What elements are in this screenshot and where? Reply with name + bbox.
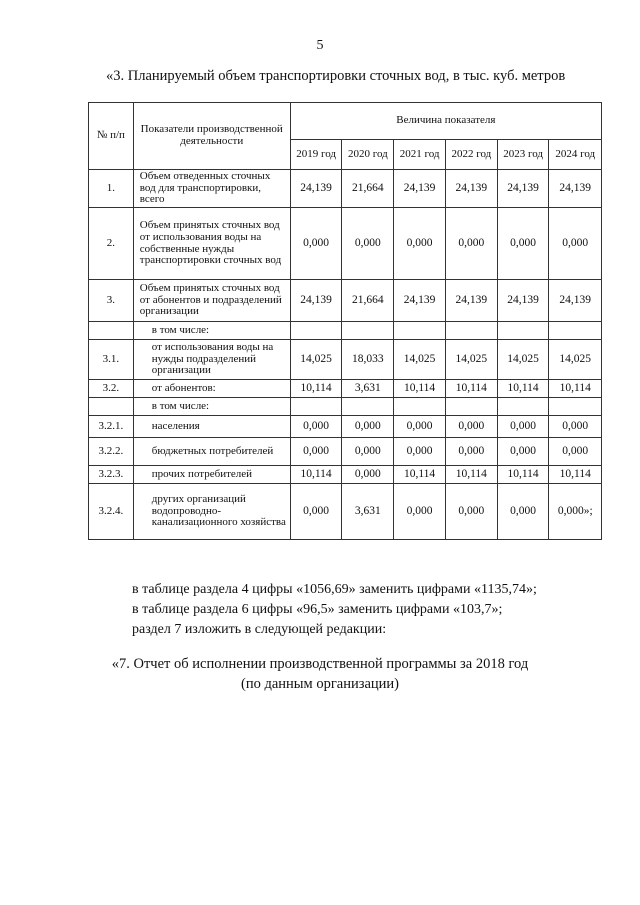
row-value [497, 322, 549, 340]
row-number: 3.2.4. [89, 484, 134, 540]
table-row [89, 340, 602, 380]
row-value [394, 322, 446, 340]
row-indicator: от абонентов: [133, 380, 290, 398]
body-line-2: в таблице раздела 6 цифры «96,5» заменить цифрами «103,7»; [132, 602, 503, 617]
row-value [342, 398, 394, 416]
row-value: 0,000 [290, 438, 342, 466]
row-value: 0,000»; [549, 484, 602, 540]
row-value: 10,114 [290, 466, 342, 484]
table-row [89, 208, 602, 280]
header-values-group: Величина показателя [290, 103, 601, 140]
row-value: 14,025 [394, 340, 446, 380]
row-value: 0,000 [290, 484, 342, 540]
row-value [290, 322, 342, 340]
row-value: 24,139 [290, 280, 342, 322]
row-value: 0,000 [497, 208, 549, 280]
subheading-line-2: (по данным организации) [240, 676, 399, 692]
row-value: 24,139 [445, 170, 497, 208]
row-value: 24,139 [394, 170, 446, 208]
table-row [89, 380, 602, 398]
table-row [89, 438, 602, 466]
row-value: 24,139 [549, 170, 602, 208]
header-year: 2021 год [394, 140, 446, 170]
row-value: 10,114 [394, 380, 446, 398]
header-year: 2020 год [342, 140, 394, 170]
row-number [89, 398, 134, 416]
row-value: 14,025 [290, 340, 342, 380]
row-value: 21,664 [342, 170, 394, 208]
row-number: 3.1. [89, 340, 134, 380]
row-value: 3,631 [342, 484, 394, 540]
row-value: 0,000 [394, 416, 446, 438]
table-row [89, 398, 602, 416]
row-value: 21,664 [342, 280, 394, 322]
row-value: 24,139 [445, 280, 497, 322]
planned-volume-table [88, 102, 602, 540]
table-row [89, 322, 602, 340]
row-value: 0,000 [497, 416, 549, 438]
row-indicator: прочих потребителей [133, 466, 290, 484]
row-value: 0,000 [549, 438, 602, 466]
page-number: 5 [316, 38, 324, 53]
header-year: 2019 год [290, 140, 342, 170]
row-indicator: в том числе: [133, 398, 290, 416]
row-number: 3.2.2. [89, 438, 134, 466]
row-value: 24,139 [290, 170, 342, 208]
row-value: 24,139 [497, 280, 549, 322]
table-row [89, 416, 602, 438]
row-value: 0,000 [342, 416, 394, 438]
row-value: 10,114 [290, 380, 342, 398]
row-number: 3. [89, 280, 134, 322]
row-value: 10,114 [549, 380, 602, 398]
row-value: 14,025 [549, 340, 602, 380]
row-number [89, 322, 134, 340]
row-value [394, 398, 446, 416]
header-num: № п/п [89, 103, 134, 170]
row-value: 0,000 [445, 416, 497, 438]
row-number: 3.2.3. [89, 466, 134, 484]
row-value: 0,000 [497, 438, 549, 466]
table-row [89, 170, 602, 208]
row-value: 0,000 [497, 484, 549, 540]
row-value: 0,000 [549, 416, 602, 438]
row-value: 0,000 [394, 438, 446, 466]
row-value: 0,000 [342, 438, 394, 466]
row-value: 10,114 [497, 466, 549, 484]
row-number: 3.2.1. [89, 416, 134, 438]
row-indicator: Объем отведенных сточных вод для транспортировки, всего [133, 170, 290, 208]
row-value: 18,033 [342, 340, 394, 380]
row-indicator: бюджетных потребителей [133, 438, 290, 466]
row-value [445, 398, 497, 416]
row-value: 0,000 [445, 484, 497, 540]
row-value: 14,025 [445, 340, 497, 380]
row-value: 0,000 [342, 208, 394, 280]
body-line-3: раздел 7 изложить в следующей редакции: [132, 622, 387, 637]
row-value: 10,114 [549, 466, 602, 484]
row-number: 3.2. [89, 380, 134, 398]
section-heading: «3. Планируемый объем транспортировки сточных вод, в тыс. куб. метров [106, 68, 566, 84]
row-value: 0,000 [549, 208, 602, 280]
row-value [549, 322, 602, 340]
row-value [342, 322, 394, 340]
row-number: 2. [89, 208, 134, 280]
table-row [89, 466, 602, 484]
header-year: 2024 год [549, 140, 602, 170]
row-value [445, 322, 497, 340]
row-value: 10,114 [445, 466, 497, 484]
row-number: 1. [89, 170, 134, 208]
row-value: 10,114 [394, 466, 446, 484]
row-indicator: Объем принятых сточных вод от абонентов и подразделений организации [133, 280, 290, 322]
row-value: 0,000 [342, 466, 394, 484]
row-indicator: населения [133, 416, 290, 438]
header-indicator: Показатели производственной деятельности [133, 103, 290, 170]
row-value: 24,139 [394, 280, 446, 322]
header-year: 2022 год [445, 140, 497, 170]
body-line-1: в таблице раздела 4 цифры «1056,69» заменить цифрами «1135,74»; [132, 582, 537, 597]
row-value: 0,000 [290, 208, 342, 280]
table-row [89, 484, 602, 540]
row-value [290, 398, 342, 416]
row-value: 24,139 [549, 280, 602, 322]
row-value: 0,000 [394, 484, 446, 540]
row-value: 10,114 [497, 380, 549, 398]
table-row [89, 280, 602, 322]
row-value [549, 398, 602, 416]
row-value: 0,000 [445, 438, 497, 466]
row-value: 14,025 [497, 340, 549, 380]
row-value: 24,139 [497, 170, 549, 208]
row-value: 3,631 [342, 380, 394, 398]
row-indicator: от использования воды на нужды подразделений организации [133, 340, 290, 380]
row-value: 0,000 [394, 208, 446, 280]
row-indicator: в том числе: [133, 322, 290, 340]
row-value: 0,000 [445, 208, 497, 280]
row-indicator: Объем принятых сточных вод от использования воды на собственные нужды транспортировки сточных вод [133, 208, 290, 280]
row-value: 10,114 [445, 380, 497, 398]
row-value: 0,000 [290, 416, 342, 438]
row-indicator: других организаций водопроводно-канализационного хозяйства [133, 484, 290, 540]
row-value [497, 398, 549, 416]
subheading-line-1: «7. Отчет об исполнении производственной программы за 2018 год [111, 656, 529, 672]
header-year: 2023 год [497, 140, 549, 170]
